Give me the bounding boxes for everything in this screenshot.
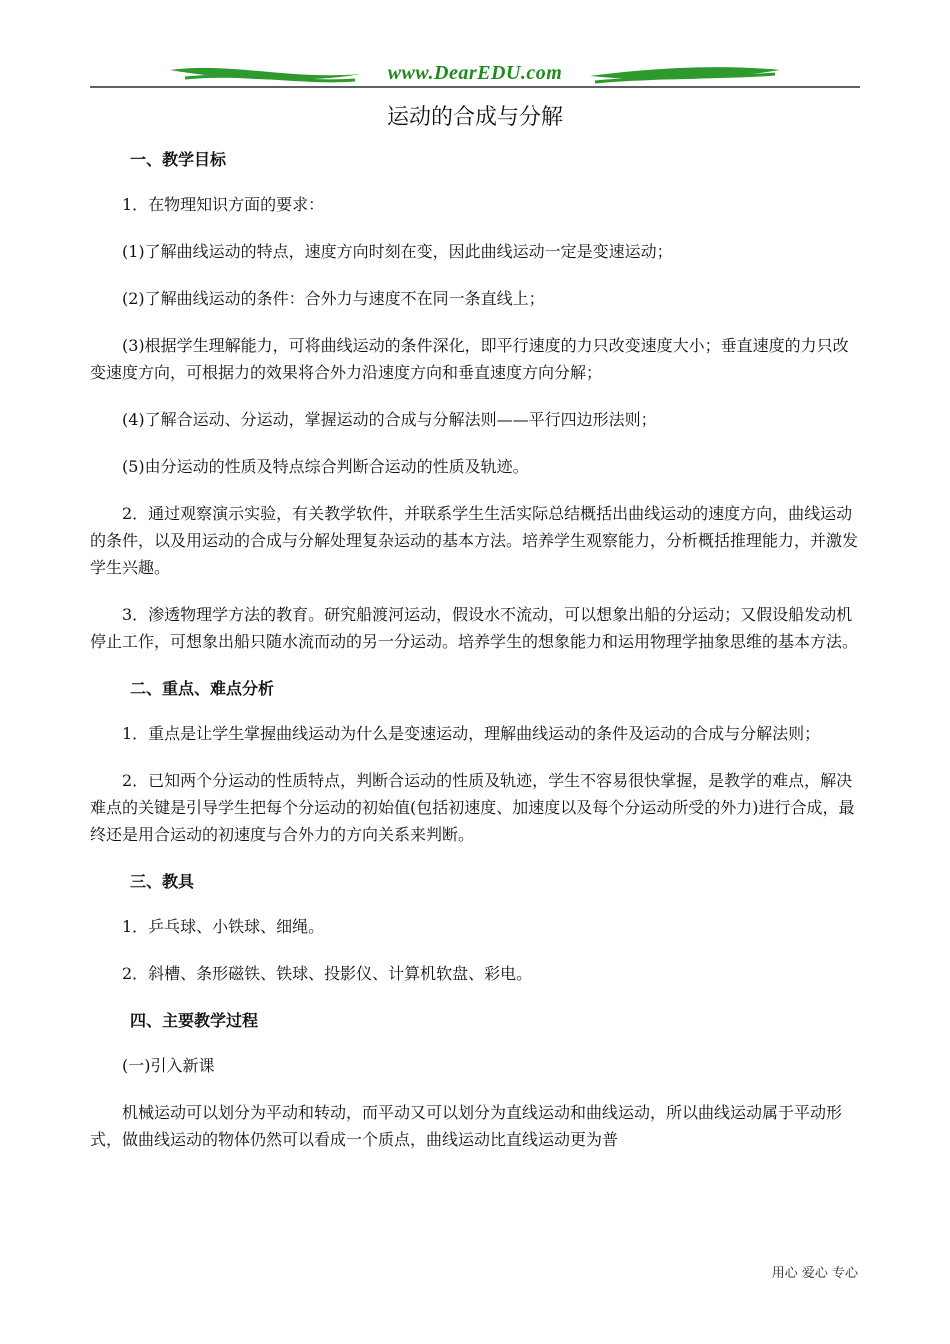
paragraph: (3)根据学生理解能力，可将曲线运动的条件深化，即平行速度的力只改变速度大小；垂直速度的力只改变速度方向，可根据力的效果将合外力沿速度方向和垂直速度方向分解； — [90, 336, 849, 382]
paragraph: 1．在物理知识方面的要求： — [122, 195, 325, 214]
paragraph: 3．渗透物理学方法的教育。研究船渡河运动，假设水不流动，可以想象出船的分运动；又假设船发动机停止工作，可想象出船只随水流而动的另一分运动。培养学生的想象能力和运用物理学抽象思维的基本方法。 — [90, 605, 859, 651]
site-header-banner — [90, 58, 860, 90]
section-heading: 一、教学目标 — [130, 150, 227, 169]
page-footer: 用心 爱心 专心 — [771, 1266, 858, 1281]
paragraph: 2．已知两个分运动的性质特点，判断合运动的性质及轨迹，学生不容易很快掌握，是教学的难点，解决难点的关键是引导学生把每个分运动的初始值(包括初速度、加速度以及每个分运动所受的外力)进行合成，最终还是用合运动的初速度与合外力的方向关系来判断。 — [90, 771, 855, 844]
paragraph: (1)了解曲线运动的特点，速度方向时刻在变，因此曲线运动一定是变速运动； — [122, 242, 673, 261]
document-body — [90, 146, 860, 1153]
section-heading: 四、主要教学过程 — [130, 1011, 259, 1030]
page-title: 运动的合成与分解 — [386, 105, 563, 130]
site-logo-text: www.DearEDU.com — [387, 62, 563, 84]
paragraph: (5)由分运动的性质及特点综合判断合运动的性质及轨迹。 — [122, 457, 529, 476]
paragraph: 2．斜槽、条形磁铁、铁球、投影仪、计算机软盘、彩电。 — [122, 964, 533, 983]
paragraph: 1．乒乓球、小铁球、细绳。 — [122, 917, 325, 936]
paragraph: (一)引入新课 — [122, 1056, 215, 1075]
section-heading: 二、重点、难点分析 — [130, 679, 275, 698]
paragraph: 机械运动可以划分为平动和转动，而平动又可以划分为直线运动和曲线运动，所以曲线运动属于平动形式，做曲线运动的物体仍然可以看成一个质点，曲线运动比直线运动更为普 — [90, 1103, 843, 1149]
paragraph: (4)了解合运动、分运动，掌握运动的合成与分解法则——平行四边形法则； — [122, 410, 657, 429]
paragraph: 2．通过观察演示实验，有关教学软件，并联系学生生活实际总结概括出曲线运动的速度方向，曲线运动的条件，以及用运动的合成与分解处理复杂运动的基本方法。培养学生观察能力，分析概括推理能力，并激发学生兴趣。 — [90, 504, 859, 577]
paragraph: (2)了解曲线运动的条件：合外力与速度不在同一条直线上； — [122, 289, 545, 308]
section-heading: 三、教具 — [130, 872, 195, 891]
paragraph: 1．重点是让学生掌握曲线运动为什么是变速运动，理解曲线运动的条件及运动的合成与分解法则； — [122, 724, 821, 743]
